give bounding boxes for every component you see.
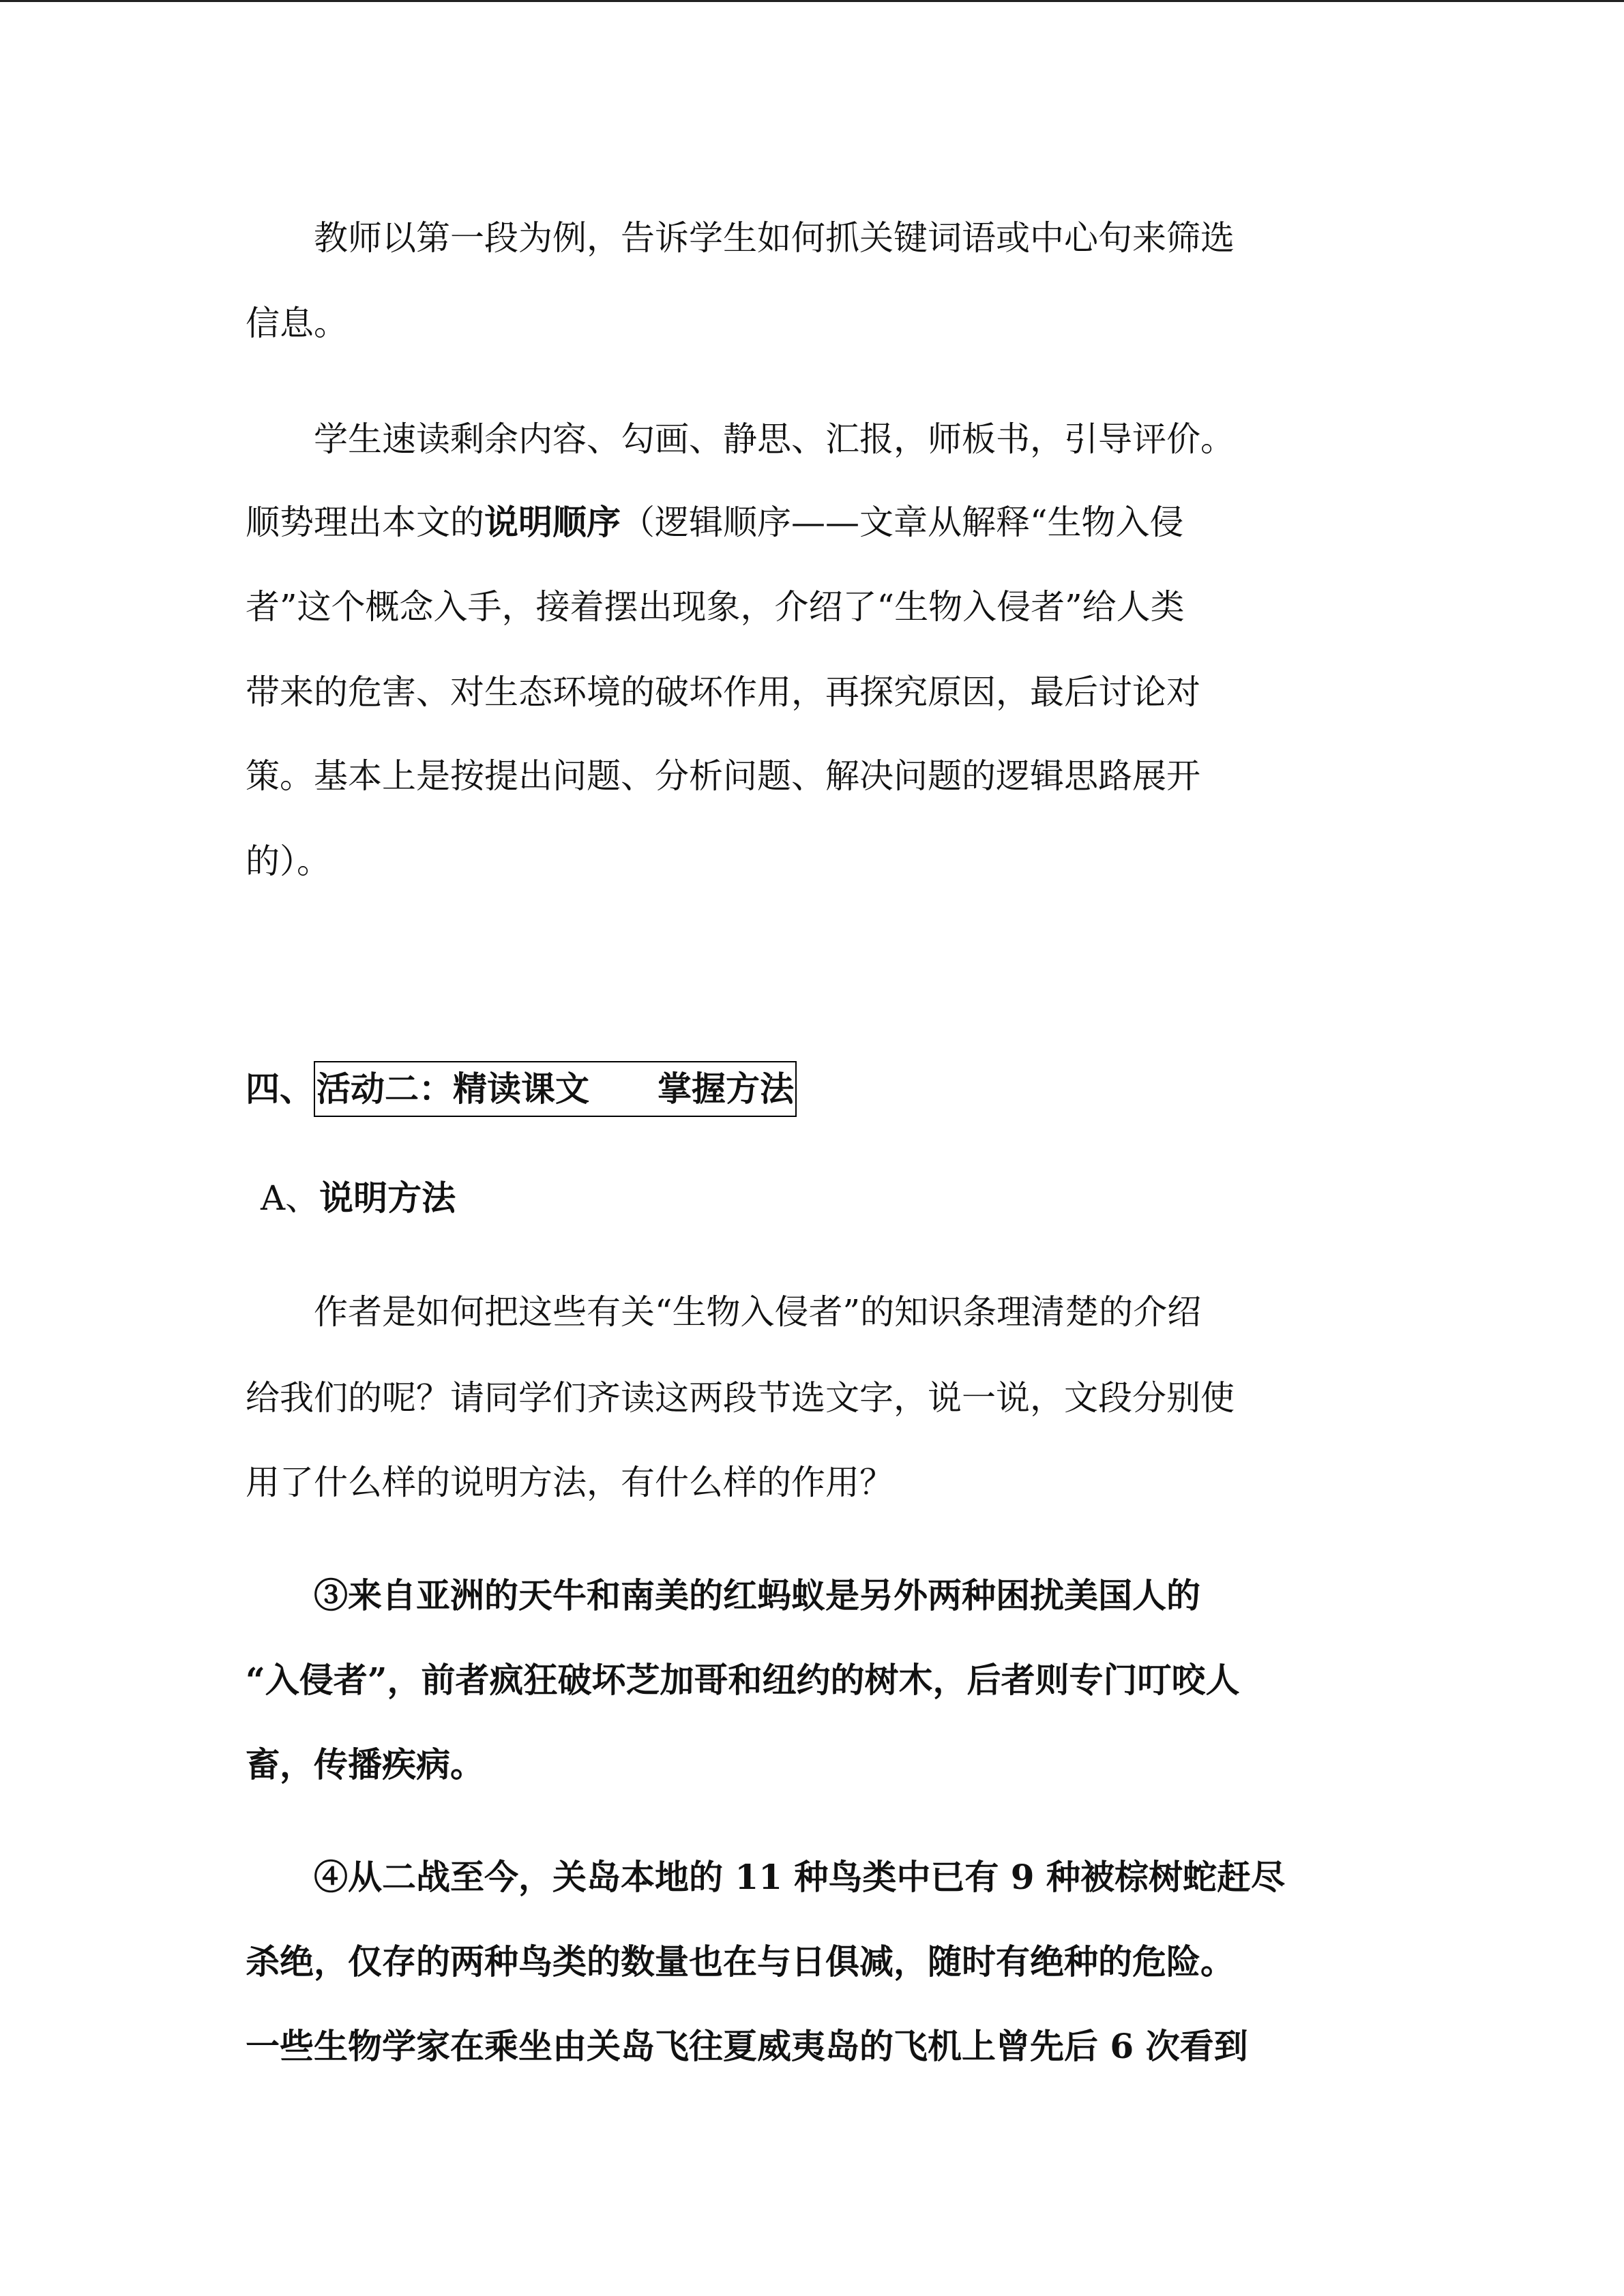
subsection-a-title: 说明方法 [319,1178,456,1218]
paragraph-2-line-1: 学生速读剩余内容、勾画、静思、汇报，师板书，引导评价。 [246,419,1235,459]
excerpt-4-line-2: 杀绝，仅存的两种鸟类的数量也在与日俱减，随时有绝种的危险。 [246,1941,1235,1982]
paragraph-3-line-3: 用了什么样的说明方法，有什么样的作用？ [246,1463,894,1502]
section-4-boxed-title: 活动二：精读课文 掌握方法 [314,1061,797,1117]
paragraph-1-line-2: 信息。 [246,303,348,343]
paragraph-2-line-5: 策。基本上是按提出问题、分析问题、解决问题的逻辑思路展开 [246,756,1200,796]
section-4-heading [246,1061,797,1117]
paragraph-2-line-2-post: （逻辑顺序——文章从解释“生物入侵 [621,503,1184,542]
excerpt-4-line-1: ④从二战至今，关岛本地的 11 种鸟类中已有 9 种被棕树蛇赶尽 [246,1857,1285,1897]
paragraph-1-line-1: 教师以第一段为例，告诉学生如何抓关键词语或中心句来筛选 [246,218,1235,258]
subsection-a-heading [261,1174,456,1222]
excerpt-4-line-3: 一些生物学家在乘坐由关岛飞往夏威夷岛的飞机上曾先后 6 次看到 [246,2026,1248,2066]
top-border-line [0,0,1624,2]
paragraph-2-line-6: 的）。 [246,841,331,881]
section-4-prefix: 四、 [246,1069,314,1109]
paragraph-3-line-2: 给我们的呢？请同学们齐读这两段节选文字，说一说，文段分别使 [246,1378,1235,1418]
excerpt-3-line-2: “入侵者”，前者疯狂破坏芝加哥和纽约的树木，后者则专门叮咬人 [246,1660,1240,1700]
paragraph-2-line-4: 带来的危害、对生态环境的破坏作用，再探究原因，最后讨论对 [246,672,1200,712]
excerpt-3-line-3: 畜，传播疾病。 [246,1744,484,1785]
paragraph-3-line-1: 作者是如何把这些有关“生物入侵者”的知识条理清楚的介绍 [246,1292,1202,1332]
paragraph-2-line-3: 者”这个概念入手，接着摆出现象，介绍了“生物入侵者”给人类 [246,587,1185,627]
subsection-a-prefix: A、 [261,1178,320,1218]
excerpt-3-line-1: ③来自亚洲的天牛和南美的红蚂蚁是另外两种困扰美国人的 [246,1575,1200,1615]
paragraph-2-line-2 [246,498,1184,546]
explanation-order-term: 说明顺序 [484,502,621,542]
paragraph-2-line-2-pre: 顺势理出本文的 [246,503,484,542]
